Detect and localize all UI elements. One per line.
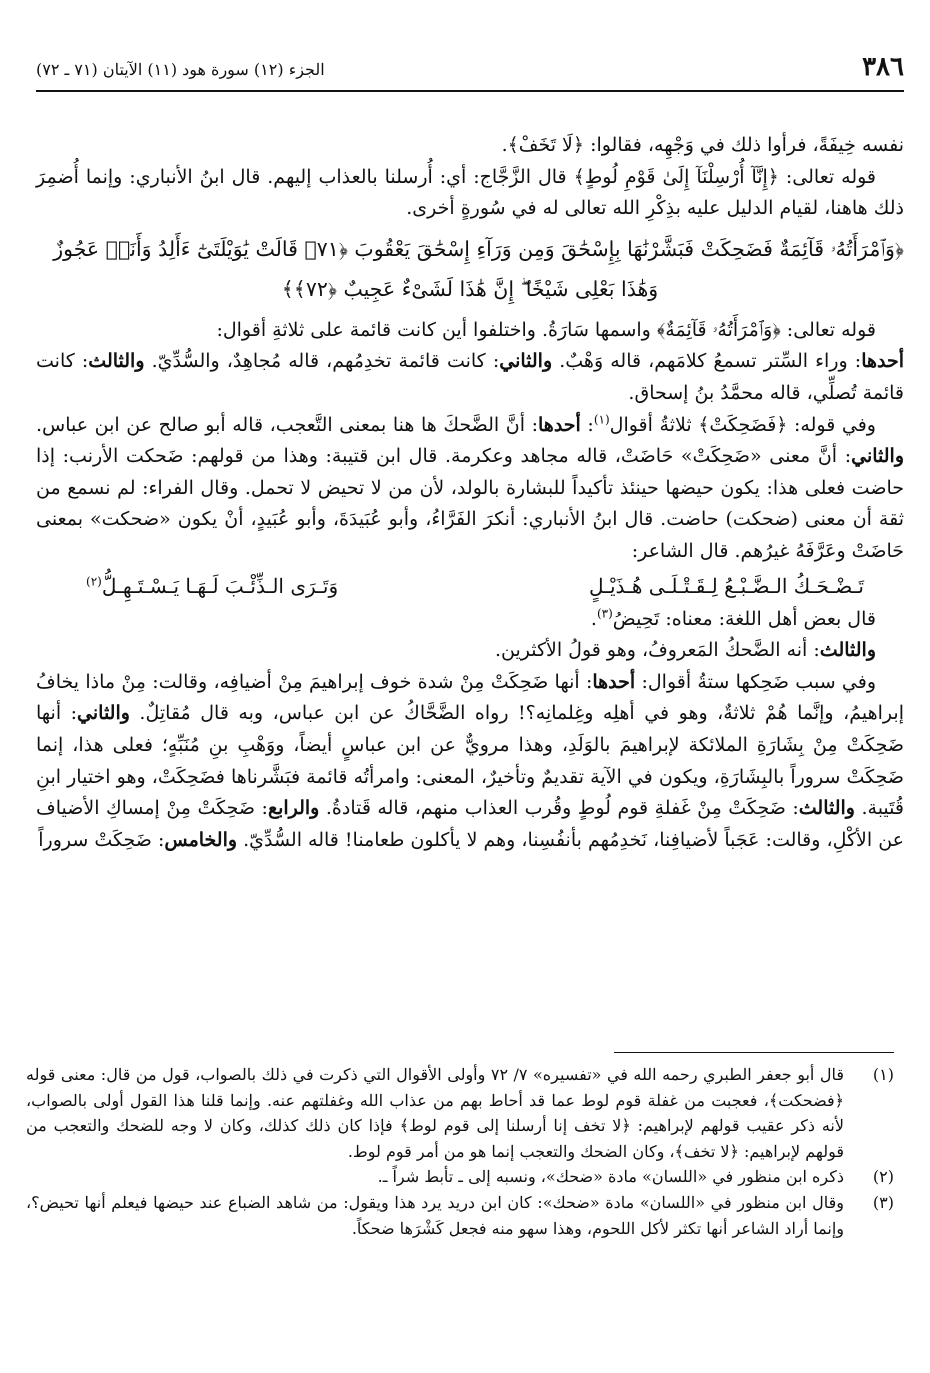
paragraph: قوله تعالى: ﴿إِنَّآ أُرْسِلْنَآ إِلَىٰ قَوْمِ لُوطٍ﴾ قال الزَّجَّاج: أي: أُرسلنا بالعذاب إليهم. قال ابنُ الأنباري: وإنما أُضمِرَ ذلك هاهنا، لقيام الدليل عليه بذِكْرِ الله تعالى له في سُورةٍ أخرى. (36, 165, 904, 220)
opinion-label: والثالث (88, 350, 145, 373)
footnote (26, 1190, 894, 1241)
opinion-label: والثاني (499, 350, 553, 373)
footnotes (26, 1062, 894, 1241)
text: : ضَحِكَتْ مِنْ غَفلةِ قوم لُوطٍ وقُرب العذاب منهم، قاله قَتادةُ. (319, 797, 799, 820)
footnote-text: وقال ابن منظور في «اللسان» مادة «ضحك»: كان ابن دريد يرد هذا ويقول: من شاهد الضباع عند حيضها فيعلم أنها تحيض؟، وإنما أراد الشاعر أنها تكثر لأكل اللحوم، وهذا سهو منه فجعل كَشْرَها ضحكاً. (26, 1192, 844, 1238)
paragraph (36, 667, 904, 857)
opinion-label: أحدها (592, 670, 636, 693)
running-header (36, 52, 904, 92)
opinion-label: والخامس (164, 828, 238, 851)
text: وفي سبب ضَحِكها ستةُ أقوال: (635, 670, 876, 693)
opinion-label: والثاني (851, 445, 904, 468)
text: : أنها ضَحِكَتْ مِنْ شدة خوف إبراهيمَ مِنْ أضيافِه، وقالت: مِنْ ماذا يخافُ إبراهيمُ، وإنَّما هُمْ ثلاثةٌ، وهو في أهلِه وغِلمانِه؟! رواه الضَّحَّاكُ عن ابن عباس، وبه قال مُقاتِلٌ. (36, 670, 904, 725)
footnote-ref[interactable]: (١) (593, 412, 610, 427)
text: قال بعض أهل اللغة: معناه: تَحِيضُ (612, 607, 876, 630)
main-text (36, 130, 904, 856)
text: : أنه الضَّحكُ المَعروفُ، وهو قولُ الأكثرين. (494, 639, 820, 662)
opinion-label: أحدها (861, 350, 904, 373)
text: وَتَـرَى الـذِّئْـبَ لَـهَـا يَـسْـتَـهِـلُّ (101, 573, 339, 598)
verse-line: وَهَٰذَا بَعْلِى شَيْخًا ۖ إِنَّ هَٰذَا لَشَىْءٌ عَجِيبٌ ﴿٧٢﴾﴾ (281, 276, 659, 301)
footnote-number: (١) (872, 1065, 894, 1084)
paragraph: قوله تعالى: ﴿وَٱمْرَأَتُهُۥ قَآئِمَةٌ﴾ واسمها سَارَةُ. واختلفوا أين كانت قائمة على ثلاثةِ أقوال: (216, 318, 876, 341)
paragraph: وفي قوله: ﴿فَضَحِكَتْ﴾ ثلاثةُ أقوال$^{(١)}$: أحدها: أنَّ الضَّحكَ ها هنا بمعنى التَّعجب، قاله أبو صالح عن ابن عباس. والثاني: أنَّ معنى «ضَحِكَتْ» حَاضَتْ، قاله مجاهد وعكرمة. قال ابن قتيبة: وهذا من قولهم: ضَحكت الأرنب: إذا حاضت فعلى هذا: يكون حيضها حينئذ تأكيداً للبشارة بالولد، لأن من لا تحيض لا تحمل. وقال الفراء: لم نسمع من ثقة أن معنى (ضحكت) حاضت. قال ابنُ الأنباري: أنكرَ الفَرَّاءُ، وأبو عُبَيدَةَ، وأبو عُبَيدٍ، أنْ يكون «ضحكت» بمعنى حَاضَتْ وعَرَّفَهُ غيرُهم. قال الشاعر: (36, 412, 904, 562)
footnote-ref[interactable]: (٢) (86, 573, 102, 588)
text: : أنَّ الضَّحكَ ها هنا بمعنى التَّعجب، قاله أبو صالح عن ابن عباس. (36, 413, 539, 436)
footnote-number: (٣) (872, 1192, 894, 1212)
paragraph: قال بعض أهل اللغة: معناه: تَحِيضُ$^{(٣)}$. (590, 606, 876, 630)
text: : وراء السِّتر تسمعُ كلامَهم، قاله وَهْبٌ. (559, 350, 862, 373)
opinion-label: أحدها (538, 413, 581, 436)
text: وفي قوله: ﴿فَضَحِكَتْ﴾ ثلاثةُ أقوال (609, 413, 876, 436)
text: : ضَحِكَتْ سروراً (38, 828, 165, 851)
quran-verse (36, 229, 904, 309)
text: : كانت قائمة تخدِمُهم، قاله مُجاهِدٌ، والسُّدِّيّ. (151, 350, 500, 373)
poem-verse (36, 568, 904, 604)
text: : كانت قائمة تُصلِّي، قاله محمَّدُ بنُ إسحاق. (36, 350, 904, 404)
footnote (26, 1164, 894, 1190)
opinion-label: والثاني (77, 702, 130, 725)
footnote-number: (٢) (872, 1167, 894, 1187)
paragraph (36, 346, 904, 409)
footnote-text: ذكره ابن منظور في «اللسان» مادة «ضحك»، ونسبه إلى ـ تأبط شراً ـ. (377, 1167, 844, 1187)
text: : أنَّ معنى «ضَحِكَتْ» حَاضَتْ، قاله مجاهد وعكرمة. قال ابن قتيبة: وهذا من قولهم: ضَحكت الأرنب: إذا حاضت فعلى هذا: يكون حيضها حينئذ تأكيداً للبشارة بالولد، لأن من لا تحيض لا تحمل. وقال الفراء: لم نسمع من ثقة أن معنى (ضحكت) حاضت. قال ابنُ الأنباري: أنكرَ الفَرَّاءُ، وأبو عُبَيدَةَ، وأبو عُبَيدٍ، أنْ يكون «ضحكت» بمعنى حَاضَتْ وعَرَّفَهُ غيرُهم. قال الشاعر: (36, 445, 904, 562)
text: : أنها ضَحِكَتْ مِنْ بِشَارَةِ الملائكة لإبراهيمَ بالوَلَدِ، وهذا مرويٌّ عن ابن عباسٍ أيضاً، ووَهْبِ بنِ مُنَبِّهٍ؛ فعلى هذا، إنما ضَحِكَتْ سروراً بالبِشَارَةِ، ويكون في الآية تقديمٌ وتأخيرٌ، المعنى: وامرأتُه قائمة فبَشَّرناها فضَحِكَتْ، وهو اختيار ابنِ قُتَيبة. (36, 702, 904, 820)
footnote-divider (614, 1052, 894, 1053)
footnote (26, 1062, 894, 1164)
opinion-label: والثالث (798, 797, 855, 820)
text: : ضَحِكَتْ مِنْ إمساكِ الأضياف عن الأكْلِ، وقالت: عَجَباً لأضيافِنا، نَخدِمُهم بأنفُسِنا، وهم لا يأكلون طعامنا! قاله السُّدِّيّ. (36, 797, 904, 851)
footnote-ref[interactable]: (٣) (596, 606, 613, 621)
verse-line: ﴿وَٱمْرَأَتُهُۥ قَآئِمَةٌ فَضَحِكَتْ فَبَشَّرْنَٰهَا بِإِسْحَٰقَ وَمِن وَرَآءِ إِسْحَٰقَ يَعْقُوبَ ﴿٧١﴾ قَالَتْ يَٰوَيْلَتَىٰٓ ءَأَلِدُ وَأَنَا۠ عَجُوزٌ (53, 236, 904, 261)
paragraph (36, 635, 904, 667)
paragraph: نفسه خِيفَةً، فرأوا ذلك في وَجْهِه، فقالوا: ﴿لَا تَخَفْ﴾. (501, 134, 904, 156)
hemistich-right: تَـضْـحَـكُ الـضَّـبْـعُ لِـقَـتْـلَـى هُـذَيْـلٍ (588, 573, 864, 598)
opinion-label: والثالث (819, 639, 876, 662)
running-title: الجزء (١٢) سورة هود (١١) الآيتان (٧١ ـ ٧٢) (36, 60, 325, 79)
footnote-text: قال أبو جعفر الطبري رحمه الله في «تفسيره» ٧/ ٧٢ وأولى الأقوال التي ذكرت في ذلك بالصواب، قول من قال: معنى قوله ﴿فضحكت﴾، فعجبت من غفلة قوم لوط عما قد أحاط بهم من عذاب الله وغفلتهم عنه. وإنما قلنا هذا القول أولى بالصواب، لأنه ذكر عقيب قولهم لإبراهيم: ﴿لا تخف إنا أرسلنا إلى قوم لوط﴾ فإذا كان ذلك كذلك، وكان لا وجه للضحك والتعجب من قولهم لإبراهيم: ﴿لا تخف﴾، وكان الضحك والتعجب إنما هو من أمر قوم لوط. (26, 1065, 845, 1161)
page-number: ٣٨٦ (862, 52, 904, 82)
page (36, 52, 904, 856)
hemistich-left (86, 568, 338, 604)
opinion-label: والرابع (267, 797, 320, 820)
